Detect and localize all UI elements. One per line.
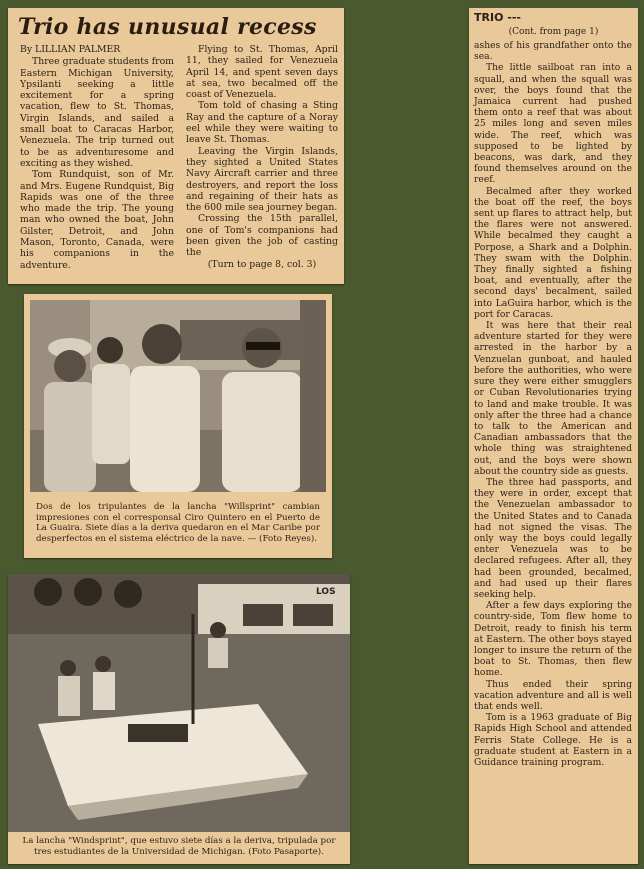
article-column-1: [20, 44, 174, 271]
photo-clipping-crew: [24, 294, 332, 558]
crew-photo: [30, 300, 326, 492]
article-paragraph: ashes of his grandfather onto the sea.: [474, 40, 632, 63]
article-paragraph: Three graduate students from Eastern Michigan University, Ypsilanti seeking a little excitement for a spring vacation, flew to St. Thomas, Virgin Islands, and sailed a small boat to Caracas Harbor, Venezuela. The trip turned out to be as adventuresome and exciting as they wished.: [20, 56, 174, 169]
article-paragraph: After a few days exploring the country-side, Tom flew home to Detroit, ready to finish his term at Eastern. The other boys stayed longer to insure the return of the boat to St. Thomas, then flew home.: [474, 600, 632, 679]
article-paragraph: Thus ended their spring vacation adventure and all is well that ends well.: [474, 678, 632, 712]
article-paragraph: Crossing the 15th parallel, one of Tom's companions had been given the job of casting the: [186, 213, 338, 259]
continuation-clipping: [469, 8, 638, 864]
continuation-column: [474, 40, 632, 768]
headline: Trio has unusual recess: [18, 14, 317, 40]
crew-photo-image: [30, 300, 326, 492]
article-clipping: [8, 8, 344, 284]
continuation-note: (Cont. from page 1): [508, 27, 599, 37]
photo-clipping-boat: [8, 574, 350, 864]
ship-sign-text: LOS: [316, 587, 336, 597]
photo-caption: Dos de los tripulantes de la lancha "Willsprint" cambian impresiones con el corresponsal Ciro Quintero en el Puerto de La Guaira. Siete días a la deriva quedaron en el Mar Caribe por desperfectos en el sistema eléctrico de la nave. — (Foto Reyes).: [36, 502, 320, 544]
article-column-2: [186, 44, 338, 270]
article-paragraph: Becalmed after they worked the boat off the reef, the boys sent up flares to attract help, but the flares were not answered. While becalmed they caught a Porpose, a Shark and a Dolphin. They swam with the Dolphin. They finally sighted a fishing boat, and eventually, after the second days' becalment, sailed into LaGuira harbor, which is the port for Caracas.: [474, 185, 632, 320]
article-paragraph: Tom is a 1963 graduate of Big Rapids High School and attended Ferris State College. He is a graduate student at Eastern in a Guidance training program.: [474, 712, 632, 768]
photo-caption: La lancha "Windsprint", que estuvo siete días a la deriva, tripulada por tres estudiantes de la Universidad de Michigan. (Foto Pasaporte).: [22, 836, 336, 857]
article-paragraph: Tom Rundquist, son of Mr. and Mrs. Eugene Rundquist, Big Rapids was one of the three who made the trip. The young man who owned the boat, John Gilster, Detroit, and John Mason, Toronto, Canada, were his companions in the adventure.: [20, 169, 174, 271]
article-paragraph: Flying to St. Thomas, April 11, they sailed for Venezuela April 14, and spent seven days at sea, two becalmed off the coast of Venezuela.: [186, 44, 338, 101]
boat-photo: [8, 574, 350, 832]
article-paragraph: It was here that their real adventure started for they were arrested in the harbor by a Venzuelan gunboat, and hauled before the authorities, who were sure they were either smugglers or Cuban Revolutionaries trying to land and make trouble. It was only after the three had a chance to talk to the American and Canadian ambassadors that the whole thing was straightened out, and the boys were shown about the country side as guests.: [474, 320, 632, 477]
byline: By LILLIAN PALMER: [20, 44, 121, 55]
article-paragraph: Tom told of chasing a Sting Ray and the capture of a Noray eel while they were waiting to leave St. Thomas.: [186, 100, 338, 146]
article-paragraph: The little sailboat ran into a squall, and when the squall was over, the boys found that the Jamaica current had pushed them onto a reef that was about 25 miles long and seven miles wide. The reef, which was supposed to be lighted by beacons, was dark, and they found themselves around on the reef.: [474, 62, 632, 186]
article-paragraph: The three had passports, and they were in order, except that the Venezuelan ambassador to the United States and to Canada had not signed the visas. The only way the boys could legally enter Venezuela was to be declared refugees. After all, they had been grounded, becalmed, and had used up their flares seeking help.: [474, 476, 632, 600]
article-paragraph: Leaving the Virgin Islands, they sighted a United States Navy Aircraft carrier and three destroyers, and report the loss and regaining of their hats as the 600 mile sea journey began.: [186, 145, 338, 214]
jump-line: (Turn to page 8, col. 3): [207, 258, 317, 270]
boat-photo-image: [8, 574, 350, 832]
continuation-heading: TRIO ---: [474, 11, 521, 24]
